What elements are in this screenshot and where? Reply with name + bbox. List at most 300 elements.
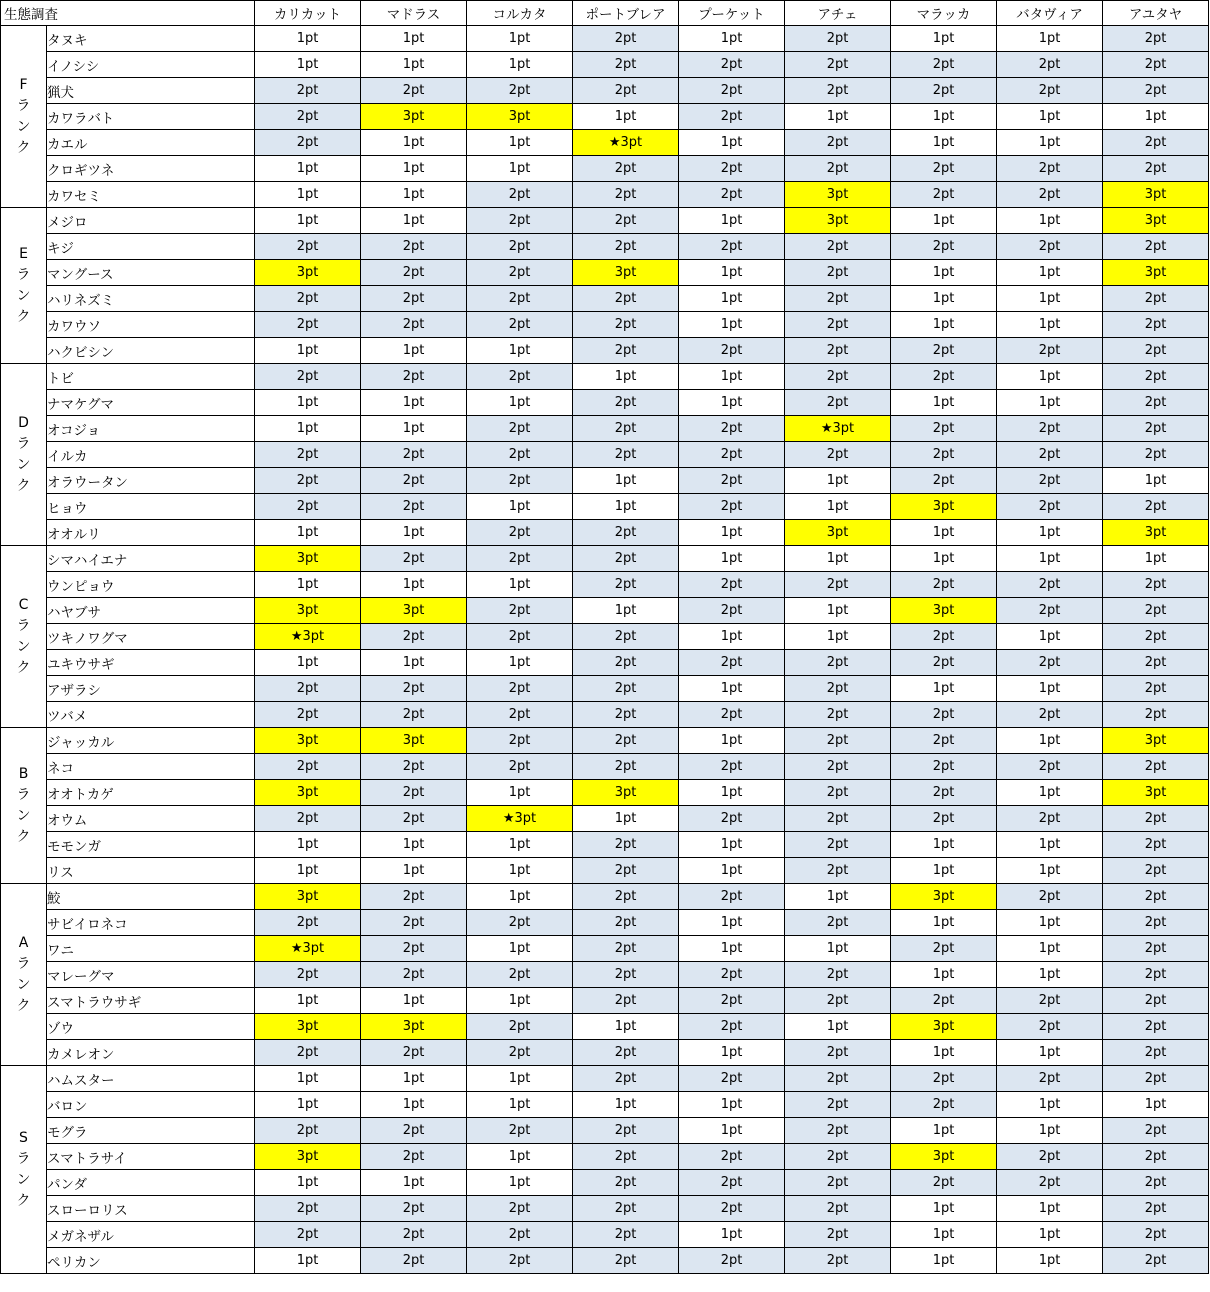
points-cell[interactable]: 2pt: [467, 1118, 573, 1144]
points-cell[interactable]: 2pt: [891, 650, 997, 676]
points-cell[interactable]: 1pt: [573, 598, 679, 624]
points-cell[interactable]: 2pt: [997, 598, 1103, 624]
points-cell[interactable]: 1pt: [997, 364, 1103, 390]
points-cell[interactable]: 2pt: [467, 312, 573, 338]
animal-name-cell[interactable]: カワセミ: [47, 182, 255, 208]
points-cell[interactable]: 2pt: [679, 1248, 785, 1274]
points-cell[interactable]: 2pt: [997, 156, 1103, 182]
points-cell[interactable]: 1pt: [785, 468, 891, 494]
points-cell[interactable]: 2pt: [679, 988, 785, 1014]
points-cell[interactable]: 2pt: [1103, 234, 1209, 260]
points-cell[interactable]: 2pt: [679, 884, 785, 910]
points-cell[interactable]: 2pt: [1103, 650, 1209, 676]
points-cell[interactable]: 2pt: [785, 26, 891, 52]
points-cell[interactable]: 2pt: [785, 442, 891, 468]
points-cell[interactable]: 2pt: [891, 1066, 997, 1092]
points-cell[interactable]: 1pt: [997, 910, 1103, 936]
points-cell[interactable]: 2pt: [255, 1040, 361, 1066]
animal-name-cell[interactable]: トビ: [47, 364, 255, 390]
points-cell[interactable]: 1pt: [361, 1092, 467, 1118]
animal-name-cell[interactable]: モモンガ: [47, 832, 255, 858]
points-cell[interactable]: 2pt: [1103, 1170, 1209, 1196]
points-cell[interactable]: 2pt: [467, 910, 573, 936]
points-cell[interactable]: 3pt: [785, 182, 891, 208]
points-cell[interactable]: 2pt: [255, 910, 361, 936]
points-cell[interactable]: 1pt: [255, 416, 361, 442]
points-cell[interactable]: 2pt: [467, 208, 573, 234]
points-cell[interactable]: 2pt: [361, 1196, 467, 1222]
points-cell[interactable]: 2pt: [255, 104, 361, 130]
points-cell[interactable]: 1pt: [361, 832, 467, 858]
points-cell[interactable]: 2pt: [891, 624, 997, 650]
points-cell[interactable]: 2pt: [679, 1066, 785, 1092]
points-cell[interactable]: 1pt: [997, 1092, 1103, 1118]
points-cell[interactable]: 2pt: [679, 234, 785, 260]
points-cell[interactable]: 2pt: [255, 468, 361, 494]
points-cell[interactable]: 3pt: [1103, 182, 1209, 208]
animal-name-cell[interactable]: ハリネズミ: [47, 286, 255, 312]
points-cell[interactable]: 1pt: [997, 130, 1103, 156]
points-cell[interactable]: 2pt: [361, 910, 467, 936]
points-cell[interactable]: 2pt: [361, 78, 467, 104]
points-cell[interactable]: 2pt: [679, 598, 785, 624]
points-cell[interactable]: 1pt: [467, 130, 573, 156]
points-cell[interactable]: 1pt: [573, 1014, 679, 1040]
points-cell[interactable]: 2pt: [255, 364, 361, 390]
points-cell[interactable]: 2pt: [573, 650, 679, 676]
points-cell[interactable]: 1pt: [361, 130, 467, 156]
animal-name-cell[interactable]: 鮫: [47, 884, 255, 910]
points-cell[interactable]: 2pt: [467, 1248, 573, 1274]
points-cell[interactable]: 2pt: [573, 546, 679, 572]
points-cell[interactable]: 2pt: [573, 1066, 679, 1092]
points-cell[interactable]: 1pt: [997, 780, 1103, 806]
points-cell[interactable]: 2pt: [361, 546, 467, 572]
col-header-location[interactable]: マドラス: [361, 1, 467, 26]
points-cell[interactable]: 2pt: [361, 702, 467, 728]
points-cell[interactable]: 2pt: [1103, 1118, 1209, 1144]
points-cell[interactable]: 1pt: [467, 650, 573, 676]
points-cell[interactable]: 2pt: [997, 754, 1103, 780]
points-cell[interactable]: 2pt: [891, 416, 997, 442]
animal-name-cell[interactable]: ヒョウ: [47, 494, 255, 520]
points-cell[interactable]: 2pt: [361, 234, 467, 260]
animal-name-cell[interactable]: スマトラサイ: [47, 1144, 255, 1170]
points-cell[interactable]: 2pt: [997, 182, 1103, 208]
points-cell[interactable]: 2pt: [997, 1066, 1103, 1092]
points-cell[interactable]: 2pt: [361, 312, 467, 338]
col-header-location[interactable]: カリカット: [255, 1, 361, 26]
points-cell[interactable]: 2pt: [891, 338, 997, 364]
animal-name-cell[interactable]: クロギツネ: [47, 156, 255, 182]
points-cell[interactable]: 1pt: [1103, 1092, 1209, 1118]
points-cell[interactable]: 2pt: [573, 182, 679, 208]
points-cell[interactable]: 2pt: [255, 1222, 361, 1248]
points-cell[interactable]: 2pt: [573, 910, 679, 936]
points-cell[interactable]: 1pt: [785, 624, 891, 650]
points-cell[interactable]: 2pt: [361, 260, 467, 286]
points-cell[interactable]: 2pt: [361, 1222, 467, 1248]
animal-name-cell[interactable]: ペリカン: [47, 1248, 255, 1274]
points-cell[interactable]: 2pt: [679, 494, 785, 520]
points-cell[interactable]: 1pt: [679, 208, 785, 234]
points-cell[interactable]: 3pt: [891, 1144, 997, 1170]
points-cell[interactable]: 2pt: [1103, 1222, 1209, 1248]
points-cell[interactable]: 2pt: [573, 156, 679, 182]
points-cell[interactable]: 2pt: [679, 1014, 785, 1040]
animal-name-cell[interactable]: バロン: [47, 1092, 255, 1118]
points-cell[interactable]: 2pt: [255, 806, 361, 832]
points-cell[interactable]: 2pt: [997, 468, 1103, 494]
points-cell[interactable]: 2pt: [891, 728, 997, 754]
points-cell[interactable]: 2pt: [785, 338, 891, 364]
points-cell[interactable]: 1pt: [361, 572, 467, 598]
points-cell[interactable]: 1pt: [467, 936, 573, 962]
points-cell[interactable]: 1pt: [361, 520, 467, 546]
animal-name-cell[interactable]: イノシシ: [47, 52, 255, 78]
points-cell[interactable]: 1pt: [891, 520, 997, 546]
points-cell[interactable]: 1pt: [679, 546, 785, 572]
points-cell[interactable]: 3pt: [255, 546, 361, 572]
points-cell[interactable]: 2pt: [1103, 598, 1209, 624]
points-cell[interactable]: 2pt: [255, 234, 361, 260]
points-cell[interactable]: 2pt: [467, 962, 573, 988]
points-cell[interactable]: 2pt: [361, 676, 467, 702]
points-cell[interactable]: 2pt: [997, 702, 1103, 728]
points-cell[interactable]: 2pt: [785, 806, 891, 832]
points-cell[interactable]: 2pt: [361, 962, 467, 988]
points-cell[interactable]: 2pt: [467, 520, 573, 546]
points-cell[interactable]: 1pt: [467, 390, 573, 416]
points-cell[interactable]: 1pt: [255, 1248, 361, 1274]
points-cell[interactable]: 2pt: [785, 260, 891, 286]
col-header-location[interactable]: コルカタ: [467, 1, 573, 26]
points-cell[interactable]: 2pt: [1103, 624, 1209, 650]
points-cell[interactable]: 2pt: [1103, 1144, 1209, 1170]
rank-label[interactable]: S ラ ン ク: [1, 1066, 47, 1274]
points-cell[interactable]: 2pt: [785, 1248, 891, 1274]
animal-name-cell[interactable]: アザラシ: [47, 676, 255, 702]
points-cell[interactable]: 2pt: [467, 728, 573, 754]
points-cell[interactable]: 2pt: [1103, 572, 1209, 598]
points-cell[interactable]: 2pt: [1103, 1066, 1209, 1092]
points-cell[interactable]: 2pt: [255, 286, 361, 312]
points-cell[interactable]: 2pt: [361, 624, 467, 650]
points-cell[interactable]: 2pt: [573, 754, 679, 780]
points-cell[interactable]: 2pt: [573, 572, 679, 598]
points-cell[interactable]: 2pt: [573, 390, 679, 416]
points-cell[interactable]: 2pt: [255, 494, 361, 520]
points-cell[interactable]: 1pt: [891, 858, 997, 884]
points-cell[interactable]: 1pt: [573, 364, 679, 390]
animal-name-cell[interactable]: オコジョ: [47, 416, 255, 442]
points-cell[interactable]: 1pt: [573, 806, 679, 832]
points-cell[interactable]: 2pt: [891, 806, 997, 832]
animal-name-cell[interactable]: メジロ: [47, 208, 255, 234]
animal-name-cell[interactable]: ジャッカル: [47, 728, 255, 754]
points-cell[interactable]: 2pt: [467, 1196, 573, 1222]
points-cell[interactable]: 3pt: [573, 260, 679, 286]
points-cell[interactable]: 3pt: [891, 598, 997, 624]
points-cell[interactable]: 1pt: [255, 208, 361, 234]
animal-name-cell[interactable]: モグラ: [47, 1118, 255, 1144]
points-cell[interactable]: 1pt: [891, 208, 997, 234]
points-cell[interactable]: 2pt: [785, 754, 891, 780]
points-cell[interactable]: 2pt: [467, 182, 573, 208]
points-cell[interactable]: 2pt: [1103, 78, 1209, 104]
rank-label[interactable]: B ラ ン ク: [1, 728, 47, 884]
points-cell[interactable]: 2pt: [785, 234, 891, 260]
points-cell[interactable]: 2pt: [785, 364, 891, 390]
points-cell[interactable]: 1pt: [1103, 546, 1209, 572]
points-cell[interactable]: 1pt: [679, 1092, 785, 1118]
points-cell[interactable]: 1pt: [679, 858, 785, 884]
points-cell[interactable]: 2pt: [467, 286, 573, 312]
points-cell[interactable]: 1pt: [255, 1092, 361, 1118]
points-cell[interactable]: 2pt: [997, 988, 1103, 1014]
points-cell[interactable]: 1pt: [467, 858, 573, 884]
points-cell[interactable]: 1pt: [361, 338, 467, 364]
points-cell[interactable]: 2pt: [255, 1196, 361, 1222]
points-cell[interactable]: 2pt: [573, 1040, 679, 1066]
points-cell[interactable]: 2pt: [1103, 312, 1209, 338]
points-cell[interactable]: 2pt: [1103, 806, 1209, 832]
animal-name-cell[interactable]: オウム: [47, 806, 255, 832]
points-cell[interactable]: 3pt: [255, 728, 361, 754]
points-cell[interactable]: 1pt: [361, 416, 467, 442]
points-cell[interactable]: 2pt: [573, 208, 679, 234]
points-cell[interactable]: 1pt: [679, 624, 785, 650]
points-cell[interactable]: 1pt: [891, 910, 997, 936]
points-cell[interactable]: 2pt: [679, 182, 785, 208]
points-cell[interactable]: 2pt: [361, 936, 467, 962]
points-cell[interactable]: 1pt: [573, 494, 679, 520]
points-cell[interactable]: 1pt: [785, 936, 891, 962]
points-cell[interactable]: 1pt: [467, 52, 573, 78]
points-cell[interactable]: 2pt: [573, 1222, 679, 1248]
points-cell[interactable]: 1pt: [997, 962, 1103, 988]
points-cell[interactable]: 1pt: [361, 52, 467, 78]
animal-name-cell[interactable]: オラウータン: [47, 468, 255, 494]
points-cell[interactable]: 1pt: [679, 936, 785, 962]
points-cell[interactable]: 2pt: [467, 676, 573, 702]
points-cell[interactable]: 2pt: [361, 286, 467, 312]
points-cell[interactable]: 1pt: [891, 1248, 997, 1274]
points-cell[interactable]: 1pt: [361, 1170, 467, 1196]
points-cell[interactable]: 1pt: [467, 156, 573, 182]
points-cell[interactable]: 2pt: [467, 546, 573, 572]
points-cell[interactable]: 1pt: [891, 312, 997, 338]
points-cell[interactable]: 1pt: [467, 338, 573, 364]
points-cell[interactable]: 2pt: [573, 286, 679, 312]
points-cell[interactable]: 1pt: [997, 26, 1103, 52]
points-cell[interactable]: 2pt: [891, 1092, 997, 1118]
points-cell[interactable]: 1pt: [891, 390, 997, 416]
points-cell[interactable]: 2pt: [785, 1040, 891, 1066]
points-cell[interactable]: 2pt: [1103, 832, 1209, 858]
points-cell[interactable]: 2pt: [1103, 26, 1209, 52]
points-cell[interactable]: 2pt: [891, 364, 997, 390]
points-cell[interactable]: 2pt: [785, 390, 891, 416]
points-cell[interactable]: 1pt: [997, 1222, 1103, 1248]
points-cell[interactable]: 3pt: [255, 780, 361, 806]
rank-label[interactable]: E ラ ン ク: [1, 208, 47, 364]
points-cell[interactable]: 1pt: [997, 104, 1103, 130]
points-cell[interactable]: 2pt: [573, 936, 679, 962]
points-cell[interactable]: 2pt: [891, 156, 997, 182]
points-cell[interactable]: 1pt: [467, 572, 573, 598]
points-cell[interactable]: 2pt: [573, 832, 679, 858]
points-cell[interactable]: 1pt: [255, 1170, 361, 1196]
points-cell[interactable]: 1pt: [891, 1040, 997, 1066]
points-cell[interactable]: 1pt: [467, 1092, 573, 1118]
points-cell[interactable]: 3pt: [891, 884, 997, 910]
points-cell[interactable]: 1pt: [679, 832, 785, 858]
points-cell[interactable]: 2pt: [255, 442, 361, 468]
points-cell[interactable]: 2pt: [679, 416, 785, 442]
points-cell[interactable]: 2pt: [785, 676, 891, 702]
points-cell[interactable]: 1pt: [997, 390, 1103, 416]
animal-name-cell[interactable]: ワニ: [47, 936, 255, 962]
points-cell[interactable]: 2pt: [679, 104, 785, 130]
points-cell[interactable]: 2pt: [361, 806, 467, 832]
points-cell[interactable]: 1pt: [679, 26, 785, 52]
points-cell[interactable]: 2pt: [1103, 130, 1209, 156]
points-cell[interactable]: 2pt: [891, 754, 997, 780]
points-cell[interactable]: 2pt: [785, 52, 891, 78]
points-cell[interactable]: 2pt: [997, 338, 1103, 364]
points-cell[interactable]: 1pt: [361, 26, 467, 52]
points-cell[interactable]: 2pt: [1103, 338, 1209, 364]
animal-name-cell[interactable]: カワラバト: [47, 104, 255, 130]
points-cell[interactable]: 1pt: [467, 1066, 573, 1092]
animal-name-cell[interactable]: ハヤブサ: [47, 598, 255, 624]
animal-name-cell[interactable]: スマトラウサギ: [47, 988, 255, 1014]
animal-name-cell[interactable]: サビイロネコ: [47, 910, 255, 936]
points-cell[interactable]: ★3pt: [255, 936, 361, 962]
animal-name-cell[interactable]: オオルリ: [47, 520, 255, 546]
points-cell[interactable]: 1pt: [891, 1196, 997, 1222]
points-cell[interactable]: 1pt: [255, 650, 361, 676]
points-cell[interactable]: 1pt: [255, 520, 361, 546]
points-cell[interactable]: 1pt: [361, 1066, 467, 1092]
points-cell[interactable]: 2pt: [785, 156, 891, 182]
points-cell[interactable]: 1pt: [891, 676, 997, 702]
animal-name-cell[interactable]: マレーグマ: [47, 962, 255, 988]
points-cell[interactable]: 2pt: [785, 702, 891, 728]
rank-label[interactable]: C ラ ン ク: [1, 546, 47, 728]
points-cell[interactable]: 2pt: [573, 416, 679, 442]
points-cell[interactable]: 2pt: [785, 286, 891, 312]
animal-name-cell[interactable]: タヌキ: [47, 26, 255, 52]
points-cell[interactable]: 2pt: [997, 78, 1103, 104]
points-cell[interactable]: 1pt: [997, 936, 1103, 962]
points-cell[interactable]: 2pt: [573, 728, 679, 754]
points-cell[interactable]: 2pt: [679, 1196, 785, 1222]
points-cell[interactable]: 3pt: [785, 208, 891, 234]
points-cell[interactable]: 3pt: [785, 520, 891, 546]
points-cell[interactable]: 2pt: [997, 1144, 1103, 1170]
points-cell[interactable]: 1pt: [891, 1118, 997, 1144]
points-cell[interactable]: 2pt: [255, 702, 361, 728]
points-cell[interactable]: 1pt: [679, 728, 785, 754]
points-cell[interactable]: 1pt: [997, 286, 1103, 312]
points-cell[interactable]: 2pt: [1103, 416, 1209, 442]
points-cell[interactable]: 2pt: [785, 130, 891, 156]
points-cell[interactable]: 2pt: [361, 780, 467, 806]
points-cell[interactable]: 2pt: [679, 156, 785, 182]
points-cell[interactable]: 2pt: [1103, 156, 1209, 182]
points-cell[interactable]: 1pt: [679, 390, 785, 416]
points-cell[interactable]: 3pt: [1103, 208, 1209, 234]
points-cell[interactable]: 2pt: [891, 702, 997, 728]
points-cell[interactable]: 2pt: [467, 1014, 573, 1040]
points-cell[interactable]: 2pt: [255, 754, 361, 780]
points-cell[interactable]: 1pt: [679, 286, 785, 312]
points-cell[interactable]: 1pt: [467, 26, 573, 52]
points-cell[interactable]: 2pt: [1103, 962, 1209, 988]
points-cell[interactable]: 2pt: [255, 962, 361, 988]
points-cell[interactable]: 1pt: [891, 286, 997, 312]
points-cell[interactable]: 2pt: [467, 1040, 573, 1066]
animal-name-cell[interactable]: ナマケグマ: [47, 390, 255, 416]
points-cell[interactable]: 2pt: [785, 832, 891, 858]
points-cell[interactable]: 2pt: [573, 1118, 679, 1144]
points-cell[interactable]: 2pt: [1103, 1248, 1209, 1274]
points-cell[interactable]: 2pt: [573, 1144, 679, 1170]
points-cell[interactable]: 1pt: [997, 520, 1103, 546]
rank-label[interactable]: F ラ ン ク: [1, 26, 47, 208]
points-cell[interactable]: 2pt: [679, 572, 785, 598]
points-cell[interactable]: 2pt: [997, 572, 1103, 598]
points-cell[interactable]: 2pt: [573, 26, 679, 52]
animal-name-cell[interactable]: メガネザル: [47, 1222, 255, 1248]
points-cell[interactable]: 1pt: [255, 988, 361, 1014]
points-cell[interactable]: 1pt: [679, 1222, 785, 1248]
animal-name-cell[interactable]: シマハイエナ: [47, 546, 255, 572]
points-cell[interactable]: 2pt: [573, 520, 679, 546]
animal-name-cell[interactable]: カワウソ: [47, 312, 255, 338]
points-cell[interactable]: 1pt: [997, 1040, 1103, 1066]
corner-header[interactable]: 生態調査: [1, 1, 255, 26]
points-cell[interactable]: 1pt: [891, 962, 997, 988]
points-cell[interactable]: 3pt: [255, 1014, 361, 1040]
animal-name-cell[interactable]: キジ: [47, 234, 255, 260]
points-cell[interactable]: 2pt: [891, 572, 997, 598]
points-cell[interactable]: 2pt: [785, 858, 891, 884]
points-cell[interactable]: 2pt: [573, 1248, 679, 1274]
points-cell[interactable]: 3pt: [467, 104, 573, 130]
points-cell[interactable]: 2pt: [467, 1222, 573, 1248]
points-cell[interactable]: 2pt: [1103, 884, 1209, 910]
points-cell[interactable]: 2pt: [467, 442, 573, 468]
points-cell[interactable]: 1pt: [891, 832, 997, 858]
points-cell[interactable]: 1pt: [785, 546, 891, 572]
points-cell[interactable]: 2pt: [255, 78, 361, 104]
points-cell[interactable]: 2pt: [785, 1118, 891, 1144]
animal-name-cell[interactable]: 猟犬: [47, 78, 255, 104]
points-cell[interactable]: 2pt: [785, 1170, 891, 1196]
points-cell[interactable]: 2pt: [891, 234, 997, 260]
points-cell[interactable]: 3pt: [891, 1014, 997, 1040]
points-cell[interactable]: 1pt: [361, 858, 467, 884]
points-cell[interactable]: 2pt: [361, 754, 467, 780]
points-cell[interactable]: 1pt: [467, 884, 573, 910]
points-cell[interactable]: 2pt: [1103, 1014, 1209, 1040]
points-cell[interactable]: 2pt: [679, 52, 785, 78]
points-cell[interactable]: 2pt: [1103, 858, 1209, 884]
points-cell[interactable]: 3pt: [1103, 260, 1209, 286]
